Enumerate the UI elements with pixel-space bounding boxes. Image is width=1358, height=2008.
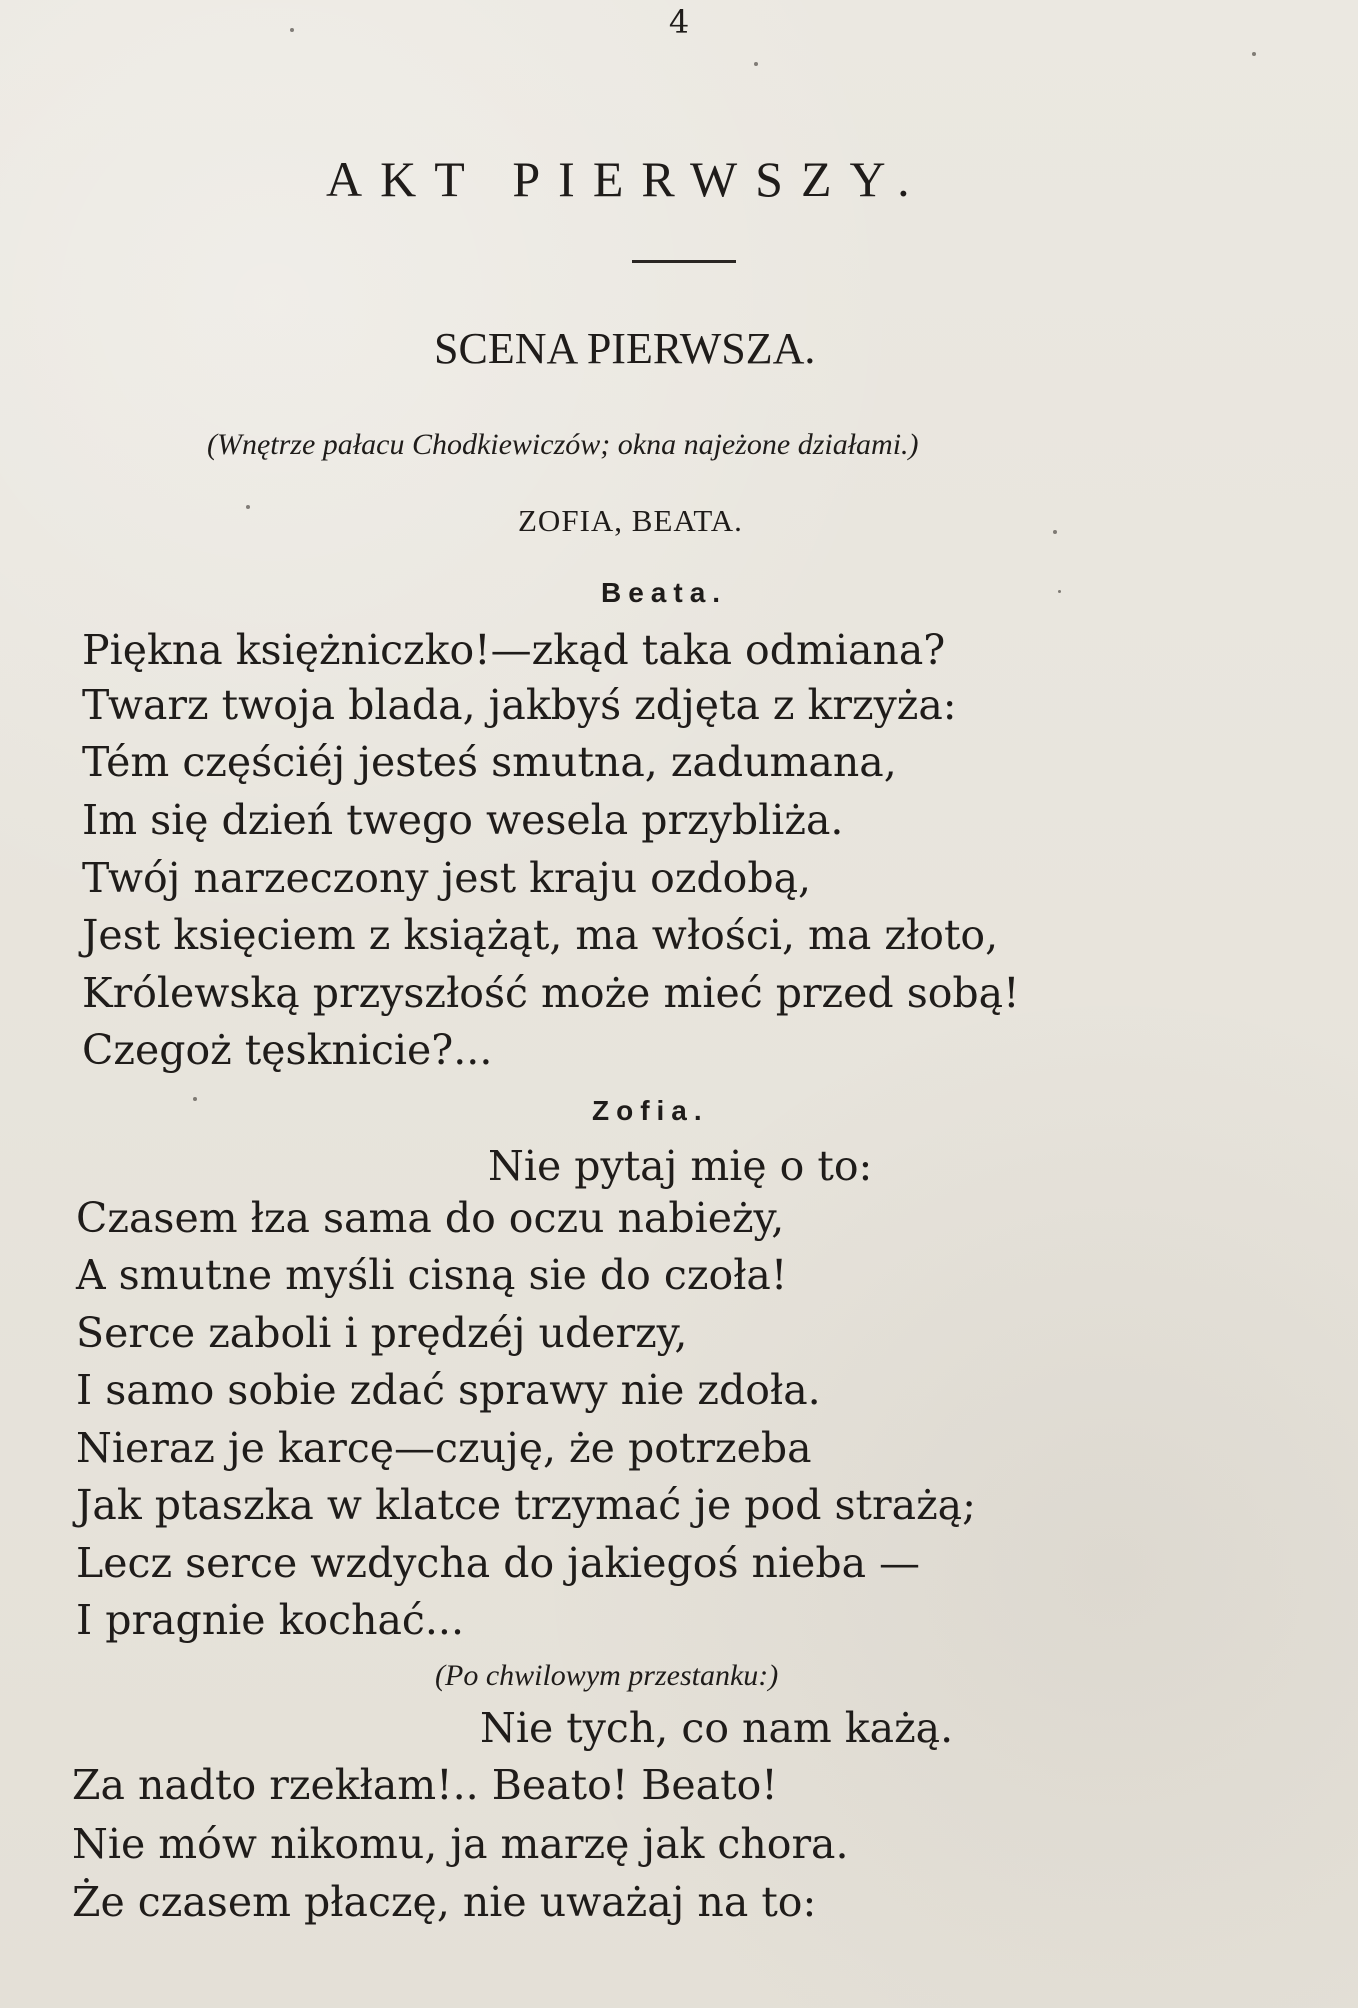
stage-direction-pause: (Po chwilowym przestanku:) [435, 1659, 779, 1692]
verse-line: Że czasem płaczę, nie uważaj na to: [72, 1878, 817, 1926]
paper-speck [754, 62, 758, 66]
verse-line: Jest księciem z książąt, ma włości, ma złoto, [82, 911, 999, 959]
paper-speck [1252, 52, 1256, 56]
character-list: ZOFIA, BEATA. [518, 503, 743, 538]
verse-line: Jak ptaszka w klatce trzymać je pod strażą; [76, 1481, 976, 1529]
verse-line: Piękna księżniczko!—zkąd taka odmiana? [82, 626, 946, 674]
verse-line: Nieraz je karcę—czuję, że potrzeba [76, 1424, 812, 1472]
scene-title: SCENA PIERWSZA. [434, 324, 816, 373]
speaker-zofia: Zofia. [592, 1095, 709, 1126]
verse-line: Lecz serce wzdycha do jakiegoś nieba — [76, 1539, 921, 1587]
verse-line: Królewską przyszłość może mieć przed sobą! [82, 969, 1020, 1017]
page-number: 4 [668, 3, 690, 41]
verse-line: I pragnie kochać... [76, 1596, 464, 1644]
verse-line: Tém częściéj jesteś smutna, zadumana, [82, 738, 897, 786]
speaker-beata: Beata. [601, 577, 728, 608]
verse-line: Czasem łza sama do oczu nabieży, [76, 1194, 785, 1242]
verse-line: Im się dzień twego wesela przybliża. [82, 796, 844, 844]
verse-line: I samo sobie zdać sprawy nie zdoła. [76, 1366, 821, 1414]
paper-speck [1058, 590, 1061, 593]
verse-line: Czegoż tęsknicie?... [82, 1026, 493, 1074]
verse-line: A smutne myśli cisną sie do czoła! [76, 1251, 788, 1299]
verse-line: Nie tych, co nam każą. [480, 1704, 954, 1752]
verse-line: Twój narzeczony jest kraju ozdobą, [82, 854, 812, 902]
verse-line: Za nadto rzekłam!.. Beato! Beato! [72, 1761, 778, 1809]
paper-speck [290, 28, 294, 32]
stage-direction: (Wnętrze pałacu Chodkiewiczów; okna najeżone działami.) [207, 428, 919, 461]
verse-line: Twarz twoja blada, jakbyś zdjęta z krzyża: [82, 681, 957, 729]
paper-speck [246, 505, 250, 509]
paper-speck [1053, 530, 1057, 534]
verse-line: Nie mów nikomu, ja marzę jak chora. [72, 1820, 849, 1868]
act-title: AKT PIERWSZY. [326, 151, 928, 207]
verse-line: Serce zaboli i prędzéj uderzy, [76, 1309, 688, 1357]
title-divider [632, 260, 736, 263]
paper-speck [193, 1097, 197, 1101]
verse-line: Nie pytaj mię o to: [488, 1142, 873, 1190]
